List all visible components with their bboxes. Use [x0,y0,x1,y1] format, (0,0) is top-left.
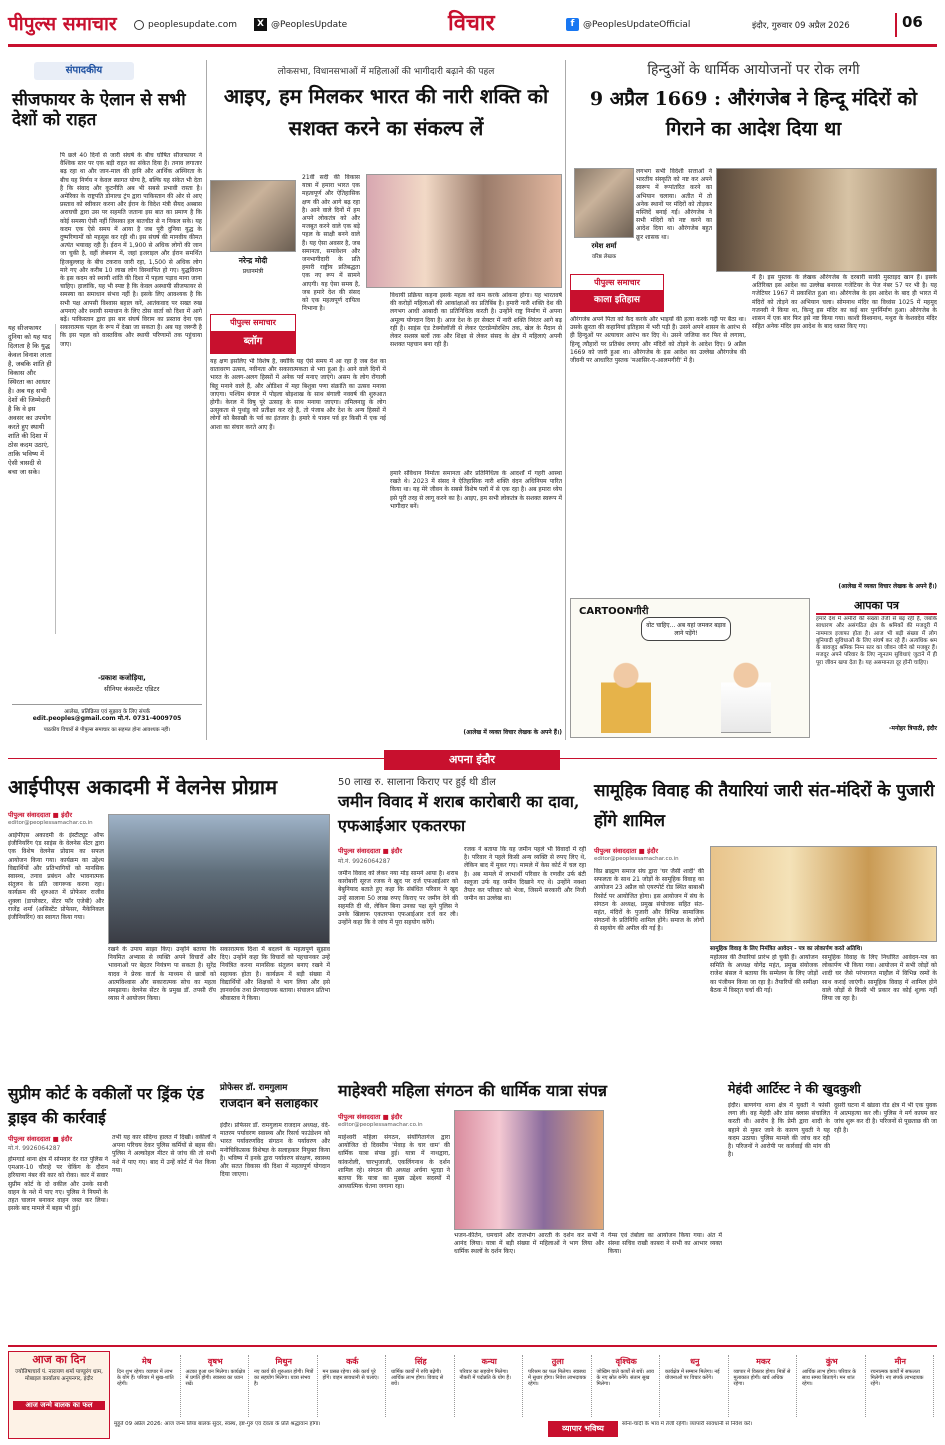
zodiac-sign-box [388,1355,455,1417]
horoscope-today-body: ज्योतिषाचार्य पं. नारायण शर्मा पाण्डुरंग धाम, मोबाइल कार्यालय अनूपनगर, इंदौर [15,1369,103,1382]
column-divider [565,60,566,740]
blog-badge-logo: पीपुल्स समाचार [230,318,276,327]
zodiac-sign-text: जोखिम वाले कार्यों से बचें। आय के नए स्रोत बनेंगे। संतान सुख मिलेगा। [596,1369,654,1387]
zodiac-sign-name: मीन [894,1357,906,1366]
cartoon-figure-1 [601,661,651,733]
s5-body: इंदौर। प्रोफेसर डॉ. रामगुलाम राजदान अध्यक्ष, वंदे-मातरम पर्यावरण स्वास्थ्य और रिसर्च फाउंडेशन को भारत पर्यावरणविद संगठन के पर्यावरण और मनोचिकित्सक विशेषज्ञ के सलाहकार नियुक्त किया है। भविष्य में इनके द्वारा पर्यावरण संरक्षण, स्वास्थ्य और सतत विकास की दिशा में महत्वपूर्ण योगदान दिया जाएगा। [220,1122,330,1179]
blog-badge-label: ब्लॉग [211,331,295,353]
story-mehndi-artist [728,1082,937,1340]
history-author-photo [574,168,634,238]
blog-author: नरेन्द्र मोदी [238,256,268,265]
s6-group-photo [454,1110,604,1230]
s1-body: आईपीएस अकादमी के इंस्टीट्यूट ऑफ इंजीनियरिंग एंड साइंस के वेलनेस सेंटर द्वारा एक विशेष वेलनेस प्रोग्राम का सफल आयोजन किया गया। कार्यक्रम का उद्देश्य विद्यार्थियों और प्रतिभागियों को मानसिक स्वास्थ्य, तनाव प्रबंधन और भावनात्मक संतुलन के प्रति जागरूक करना रहा। कार्यक्रम की शुरुआत में प्रोफेसर राजीव शुक्ला (डायरेक्टर, सेंटर फॉर एजेबी) और राजेंद्र शर्मा (असिस्टेंट प्रोफेसर, मैकेनिकल इंजीनियरिंग) का स्वागत किया गया। [8,832,104,922]
letters-author: -मनोहर त्रिपाठी, इंदौर [888,725,937,732]
s4-byline: पीपुल्स संवाददाता ■ इंदौर [8,1135,73,1143]
masthead-section: विचार [448,10,495,36]
zodiac-sign-box [457,1355,524,1417]
column-divider [206,60,207,740]
zodiac-sign-box [183,1355,250,1417]
story-land-dispute [338,774,586,1074]
zodiac-sign-name: मिथुन [275,1357,292,1366]
blog-author-role: प्रधानमंत्री [242,268,264,275]
editorial [8,56,206,741]
masthead [0,0,945,52]
zodiac-sign-name: मेष [142,1357,152,1366]
s4-headline: सुप्रीम कोर्ट के वकीलों पर ड्रिंक एंड ड्राइव की कार्रवाई [8,1084,204,1127]
s3-email[interactable]: editor@peoplessamachar.co.in [594,856,679,862]
masthead-logo: पीपुल्स समाचार [8,13,117,35]
history-article [570,56,937,741]
s4-body-2: तभी यह कार संदिग्ध हालत में दिखी। वकीलों ने अपना परिचय देकर पुलिस कर्मियों से बहस की। पुलिस ने अल्कोहल मीटर से जांच की तो सभी नशे में पाए गए। बाद में उन्हें कोर्ट में पेश किया गया। [112,1134,216,1174]
zodiac-sign-name: कर्क [346,1357,359,1366]
s4-phone: मो.नं. 9926064287 [8,1145,61,1152]
editorial-headline: सीजफायर के ऐलान से सभी देशों को राहत [12,90,186,131]
zodiac-sign-text: दिन शुभ रहेगा। व्यापार में लाभ के योग हैं। परिवार में सुख-शांति रहेगी। [117,1369,174,1387]
horoscope-child-title: आज जन्मे बालक का फल [13,1401,105,1410]
s2-kicker: 50 लाख रु. सालाना किराए पर हुई थी डील [338,777,496,788]
editorial-email[interactable]: edit.peoples@gmail.com मो.नं. 0731-4009705 [32,715,182,722]
masthead-page-number: 06 [895,13,929,37]
zodiac-sign-box [114,1355,181,1417]
masthead-dateline: इंदौर, गुरुवार 09 अप्रैल 2026 [752,21,850,31]
letters-title: आपका पत्र [816,598,937,615]
masthead-site-link[interactable]: peoplesupdate.com [148,20,237,30]
masthead-fb-link[interactable]: @PeoplesUpdateOfficial [583,20,691,30]
s3-body: विप्र ब्राह्मण समाज संघ द्वारा 'घर जैसी शादी' की सफलता के साथ 21 जोड़ों के सामूहिक विवाह का आयोजन 23 अप्रैल को एयरपोर्ट रोड स्थित बाबाश्री रिसोर्ट पर आयोजित होगा। इस आयोजन में संघ के संगठन के अध्यक्ष, प्रमुख संयोजक सहित संत-महंत, मंदिरों के पुजारी और विभिन्न सामाजिक संगठनों के प्रतिनिधि शामिल होंगे। समाज के लोगों से सहयोग की अपील की गई है। [594,868,704,933]
history-body-3: में है। इस पुस्तक के लेखक औरंगजेब के दरबारी साकी मुस्ताइद खान हैं। इसके अतिरिक्त इस आदेश का उल्लेख बनारस गजेटियर के पेज नंबर 57 पर भी है। यह गजेटियर 1967 में प्रकाशित हुआ था। औरंगजेब के इस आदेश के बाद ही भारत में मंदिरों को तोड़ने का अभियान चला। सोमनाथ मंदिर का विध्वंस 1025 में महमूद गजनवी ने किया था, किन्तु इस मंदिर का कई बार पुनर्निर्माण हुआ। औरंगजेब के शासन में एक बार फिर इसे नष्ट किया गया। काशी विश्वनाथ, मथुरा के केशवदेव मंदिर सहित अनेक मंदिर इस आदेश के बाद ध्वस्त किए गए। [752,274,937,331]
story-ips-academy [8,774,330,1003]
s2-phone: मो.नं. 9926064287 [338,858,391,865]
s2-body: जमीन विवाद को लेकर नया मोड़ सामने आया है। शराब कारोबारी सूरज रजक ने खुद पर दर्ज एफआईआर को बेबुनियाद बताते हुए कहा कि संबंधित परिवार ने खुद उन्हें सालाना 50 लाख रुपए किराए पर जमीन देने की सहमति दी थी, लेकिन बिना उनका पक्ष सुने पुलिस ने उनके खिलाफ एकतरफा एफआईआर दर्ज कर ली। उन्होंने कहा कि वे जांच में पूरा सहयोग करेंगे। [338,870,458,927]
s1-body-2: रखने के उपाय साझा किए। उन्होंने बताया कि नियमित अभ्यास से व्यक्ति अपने विचारों और भावनाओं पर बेहतर नियंत्रण पा सकता है। सुरेंद्र यादव ने प्रेरक वार्ता के माध्यम से छात्रों को आत्मविश्वास और सकारात्मक सोच का महत्व समझाया। वेलनेस सेंटर के प्रमुख डॉ. तपसी रॉय व्यास ने आयोजन किया। [108,946,216,1003]
history-author: रमेश शर्मा [591,242,617,250]
history-badge-label: काला इतिहास [571,290,663,311]
history-illustration [716,168,937,272]
s6-body: माहेश्वरी महिला संगठन, संयोगितागंज द्वारा आयोजित दो दिवसीय 'मेवाड़ के चार धाम' की धार्मिक यात्रा संपन्न हुई। यात्रा में नाथद्वारा, कांकरोली, चारभुजाजी, एकलिंगनाथ के दर्शन शामिल रहे। संगठन की अध्यक्ष अर्चना भूतड़ा ने बताया कि यात्रा का मुख्य उद्देश्य सदस्यों में आध्यात्मिक चेतना जगाना रहा। [338,1134,450,1191]
editorial-contact: आलेख, प्रतिक्रिया एवं सुझाव के लिए संपर्क [12,704,202,715]
editorial-author: -प्रकाश कजोड़िया, [98,674,146,682]
zodiac-sign-text: अटका हुआ धन मिलेगा। कार्यक्षेत्र में प्रगति होगी। स्वास्थ्य का ध्यान रखें। [185,1369,246,1387]
cartoon-box [570,598,810,738]
horoscope-business-body: सोना-चांदी के भाव में तेजी रहेगी। व्यापारी सावधानी से निवेश करें। [622,1421,753,1427]
blog-headline: आइए, हम मिलकर भारत की नारी शक्ति को सशक्त करने का संकल्प लें [223,84,549,140]
zodiac-sign-name: धनु [690,1357,700,1366]
zodiac-sign-name: वृश्चिक [615,1357,637,1366]
zodiac-sign-name: वृषभ [207,1357,223,1366]
zodiac-sign-box [731,1355,798,1417]
s5-kicker: प्रोफेसर डॉ. रामगुलाम [220,1083,288,1093]
s3-byline: पीपुल्स संवाददाता ■ इंदौर [594,847,659,855]
blog-group-photo [366,174,562,288]
editorial-tag: संपादकीय [34,62,134,80]
s2-byline: पीपुल्स संवाददाता ■ इंदौर [338,847,403,855]
history-note: (आलेख में व्यक्त विचार लेखक के अपने हैं।) [838,583,937,590]
s1-email[interactable]: editor@peoplessamachar.co.in [8,820,93,826]
zodiac-sign-text: व्यापार में विस्तार होगा। मित्रों से मुलाकात होगी। खर्च अधिक रहेगा। [733,1369,791,1387]
zodiac-sign-box [799,1355,866,1417]
letters-body: हमारे देश में अमीरों की संख्या तेजी से बढ़ रही है, जबकि साधारण और असंगठित क्षेत्र के श्रमिकों की मजदूरी में नाममात्र इजाफा होता है। आज भी बड़ी संख्या में लोग बुनियादी सुविधाओं के लिए संघर्ष कर रहे हैं। अत्यधिक श्रम के बावजूद श्रमिक निम्न स्तर का जीवन जीने को मजबूर हैं। मजदूर अपने परिवार के लिए न्यूनतम सुविधाएं जुटाने में ही पूरा जीवन खपा देता है। यह असमानता दूर होनी चाहिए। [816,616,937,666]
s2-body-2: रजक ने बताया कि यह जमीन पहले भी विवादों में रही है। परिवार ने पहले किसी अन्य व्यक्ति से रुपए लिए थे, लेकिन बाद में मुकर गए। मामले में केस कोर्ट में चल रहा है। अब मामले में लाभार्थी परिवार के रणवीर उर्फ बंटी सलूजा उर्फ यह जमीन दिखाने गए थे। उन्होंने नक्शा तैयार कर परिवार को भेजा, जिसमें सरकारी और निजी जमीन का उल्लेख था। [464,846,586,903]
blog-body-1: 21वीं सदी की विकास यात्रा में हमारा भारत एक महत्वपूर्ण और ऐतिहासिक क्षण की ओर आगे बढ़ रहा है। आने वाले दिनों में हम अपने लोकतंत्र को और मजबूत करने वाले एक बड़े पहल के साक्षी बनने वाले हैं। यह ऐसा अवसर है, जब समानता, समावेशन और जनभागीदारी के प्रति हमारी राष्ट्रीय प्रतिबद्धता एक नए रूप में सामने आएगी। यह ऐसा समय है, जब हमारे देश की संसद को एक महत्वपूर्ण दायित्व निभाना है। [302,174,360,313]
history-body-1: लगभग सभी विदेशी सत्ताओं ने भारतीय संस्कृति को नष्ट कर अपने स्वरूप में रूपांतरित करने का अभियान चलाया। अतीत में तो अनेक स्थानों पर मंदिरों को तोड़कर मस्जिदें बनाई गईं। औरंगजेब ने सभी मंदिरों को नष्ट करने का आदेश दिया था। औरंगजेब बहुत क्रूर शासक था। [636,168,712,241]
s3-body-2: महोत्सव की तैयारियां प्रारंभ हो चुकी हैं। आयोजन समिति के अध्यक्ष योगेंद्र महंत, प्रमुख संयोजक राजेश बंसल ने बताया कि सम्मेलन के लिए जोड़ों का पंजीयन किया जा रहा है। तैयारियों की समीक्षा बैठक में विस्तृत चर्चा की गई। [710,954,818,994]
s7-body: इंदौर। बाणगंगा थाना क्षेत्र में युवती ने फांसी लगा ली। वह मेहंदी और डांस क्लास संचालित करती थी। आरोप है कि प्रेमी द्वारा शादी के बहाने से मुकर जाने के कारण युवती ने यह कदम उठाया। पुलिस मामले की जांच कर रही है। परिजनों ने आरोपी पर कार्रवाई की मांग की है। [728,1102,830,1159]
s1-body-3: सकारात्मक दिशा में बदलने के महत्वपूर्ण सुझाव दिए। उन्होंने कहा कि विचारों को पहचानकर उन्हें नियंत्रित करना मानसिक संतुलन बनाए रखने में सहायक होता है। कार्यक्रम में बड़ी संख्या में विद्यार्थियों और शिक्षकों ने भाग लिया और इसे ज्ञानवर्धक तथा प्रेरणादायक बताया। संचालन प्रतिभा श्रीवास्तव ने किया। [220,946,330,1003]
editorial-disclaimer: पाठकीय विचारों से पीपुल्स समाचार का सहमत होना आवश्यक नहीं। [43,727,171,733]
blog-body-4: हमारे संविधान निर्माता समानता और प्रतिनिधित्व के आदर्शों में गहरी आस्था रखते थे। 2023 में संसद ने ऐतिहासिक नारी शक्ति वंदन अधिनियम पारित किया था। यह मेरे जीवन के सबसे विशेष पलों में से एक रहा है। अब हमारा ध्येय इसे पूरी तरह से लागू करने का है। आइए, हम सभी लोकतंत्र के सशक्त स्वरूप में भागीदार बनें। [390,470,562,510]
letters-box [816,598,937,738]
zodiac-sign-name: तुला [551,1357,564,1366]
blog-author-photo [210,180,296,252]
s6-byline: पीपुल्स संवाददाता ■ इंदौर [338,1113,403,1121]
story-religious-trip [338,1082,722,1340]
zodiac-sign-text: नए कार्य की शुरुआत होगी। मित्रों का सहयोग मिलेगा। यात्रा संभव है। [254,1369,314,1387]
horoscope-today-box [8,1351,110,1439]
zodiac-sign-text: धार्मिक कार्यों में रुचि बढ़ेगी। आर्थिक लाभ होगा। विवाद से बचें। [391,1369,444,1387]
zodiac-sign-text: कार्यक्षेत्र में सम्मान मिलेगा। नई योजनाओं पर विचार करेंगे। [665,1369,720,1381]
s1-group-photo [108,814,330,944]
globe-icon [134,20,144,30]
s6-body-3: गेम्स एवं तंबोला का आयोजन किया गया। अंत में संस्था सचिव राखी काबरा ने सभी का आभार व्यक्त किया। [608,1232,722,1256]
masthead-rule [8,44,937,47]
s7-headline: मेहंदी आर्टिस्ट ने की खुदकुशी [728,1081,861,1096]
section-title: अपना इंदौर [384,750,560,770]
s4-body: होमगार्ड थाना क्षेत्र में सोमवार देर रात पुलिस ने एमआर-10 चौराहे पर चेकिंग के दौरान हरियाणा नंबर की कार को रोका। कार में सवार सुप्रीम कोर्ट के दो वकील और उनके साथी वाहन के नशे में पाए गए। पुलिस ने नियमों के तहत चालान बनाकर वाहन जब्त कर लिया। इसके बाद मामले में बहस भी हुई। [8,1156,108,1213]
blog-article [210,56,562,741]
story-advisor [220,1082,330,1340]
horoscope-business-title: व्यापार भविष्य [548,1421,618,1437]
history-headline: 9 अप्रैल 1669 : औरंगजेब ने हिन्दू मंदिरों को गिराने का आदेश दिया था [589,88,918,140]
s6-headline: माहेश्वरी महिला संगठन की धार्मिक यात्रा संपन्न [338,1081,608,1100]
zodiac-sign-name: कन्या [481,1357,497,1366]
editorial-body: पि छले 40 दिनों से जारी संघर्ष के बीच घोषित सीजफायर ने वैश्विक स्तर पर एक बड़ी राहत का संकेत दिया है। तनाव लगातार बढ़ रहा था और जान-माल की हानि और आर्थिक अस्थिरता के बीच यह निर्णय न केवल स्वागत योग्य है, बल्कि यह संकेत भी देता है कि संवाद और कूटनीति अब भी सबसे प्रभावी रास्ता है। अमेरिका के राष्ट्रपति डोनाल्ड ट्रंप द्वारा पाकिस्तान की ओर से आए प्रस्ताव को स्वीकार करना और ईरान के विदेश मंत्री सैयद अब्बास अराघची द्वारा उस पर सहमति जताना इस बात का प्रमाण है कि कोई समस्या ऐसी नहीं जिसका हल बातचीत से न निकल सके। यह कदम एक ऐसे समय में आया है जब पूरी दुनिया युद्ध के दुष्परिणामों को महसूस कर रही थी। इस संघर्ष की मानवीय कीमत अत्यंत भयावह रही है। ईरान में 1,900 से अधिक लोगों की जान जा चुकी है, वहीं लेबनान में, जहां इजराइल और ईरान समर्थित हिजबुल्लाह के बीच टकराव जारी रहा, 1,500 से अधिक लोग मारे गए और करीब 10 लाख लोग विस्थापित हो गए। युद्धविराम के इस कदम को स्थायी शांति की दिशा में पहला पड़ाव माना जाना चाहिए। हालांकि, यह भी स्पष्ट है कि केवल अस्थायी सीजफायर से समस्या का समाधान संभव नहीं है। इसके लिए आवश्यक है कि सभी पक्ष आपसी विश्वास बहाल करें, आतंकवाद पर सख्त रुख अपनाएं और स्थायी समाधान के लिए ठोस वार्ता को दिशा में आगे बढ़ें। पाकिस्तान द्वारा इस बार संघर्ष विराम का प्रस्ताव देना एक सकारात्मक पहल के रूप में देखा जा सकता है। अब यह जरूरी है कि इस पहल को वास्तविक और स्थायी परिणामों तक पहुंचाया जाए। [60,152,202,348]
zodiac-sign-box [868,1355,935,1417]
s1-byline: पीपुल्स संवाददाता ■ इंदौर [8,811,73,819]
history-kicker: हिन्दुओं के धार्मिक आयोजनों पर रोक लगी [647,62,860,78]
blog-kicker: लोकसभा, विधानसभाओं में महिलाओं की भागीदारी बढ़ाने की पहल [277,67,495,77]
zodiac-sign-text: रचनात्मक कार्यों में सफलता मिलेगी। नए संपर्क लाभदायक रहेंगे। [870,1369,924,1387]
cartoon-figure-2 [721,661,771,733]
horoscope-today-title: आज का दिन [32,1353,86,1366]
zodiac-sign-text: आर्थिक लाभ होगा। परिवार के साथ समय बिताएंगे। मन शांत रहेगा। [802,1369,857,1387]
story-mass-wedding [594,774,937,1074]
horoscope-child-body: मुहूर्त 09 अप्रैल 2026: आज जन्म लिया बालक सुंदर, स्वस्थ, इष्ट-गुरु एवं देवता के प्रति श्रद्धावान होगा। [114,1421,321,1427]
history-body-2: औरंगजेब अपने पिता को कैद करके और भाइयों की हत्या करके गद्दी पर बैठा था। उसके क्रूरता की कहानियां इतिहास में भरी पड़ी हैं। उसने अपने शासन के आरंभ से ही हिन्दुओं पर अत्याचार आरंभ कर दिए थे। उसने जजिया कर फिर से लगाया, हिन्दू त्यौहारों पर प्रतिबंध लगाए और मंदिरों को तोड़ने के आदेश दिए। 9 अप्रैल 1669 को जारी हुआ था। औरंगजेब के इस आदेश का उल्लेख औरंगजेब की जीवनी पर आधारित पुस्तक 'मआसिर-ए-आलमगीरी' में है। [570,316,746,365]
zodiac-sign-name: मकर [756,1357,771,1366]
masthead-x-link[interactable]: @PeoplesUpdate [271,20,348,30]
zodiac-sign-box [320,1355,387,1417]
blog-badge [210,314,296,354]
s6-body-2: भजन-कीर्तन, धमचाने और राजभोग आरती के दर्शन कर सभी ने आनंद लिया। यात्रा में बड़ी संख्या में महिलाओं ने भाग लिया और धार्मिक स्थलों के दर्शन किए। [454,1232,604,1256]
cartoon-bubble: वोट चाहिए... अब यहां जमकर बड़ाव लाने पड़ेंगे! [641,617,731,641]
facebook-icon: f [566,18,579,31]
s3-photo [710,846,937,942]
zodiac-sign-text: मन प्रसन्न रहेगा। रुके कार्य पूरे होंगे। वाहन सावधानी से चलाएं। [322,1369,379,1381]
blog-note: (आलेख में व्यक्त विचार लेखक के अपने हैं।) [463,729,562,736]
s7-body-2: दूसरी घटना में खंडवा रोड क्षेत्र में भी एक युवक ने आत्महत्या कर ली। पुलिस ने मर्ग कायम कर जांच शुरू कर दी है। परिजनों से पूछताछ की जा रही है। [834,1102,937,1134]
s1-headline: आईपीएस अकादमी में वेलनेस प्रोग्राम [8,775,278,799]
zodiac-sign-box [251,1355,318,1417]
s6-email[interactable]: editor@peoplessamachar.co.in [338,1122,423,1128]
zodiac-sign-box [594,1355,661,1417]
s3-body-3: सामूहिक विवाह के लिए निर्धारित आवेदन-पत्र का लोकार्पण भी किया गया। आयोजन में सभी जोड़ों को शादी घर जैसे परंपरागत माहौल में विभिन्न रस्मों के साथ कराई जाएंगी। सामूहिक विवाह में शामिल होने वाले जोड़ों से किसी भी प्रकार का कोई शुल्क नहीं लिया जा रहा है। [822,954,937,1003]
s5-headline: राजदान बने सलाहकार [220,1096,318,1110]
s2-headline: जमीन विवाद में शराब कारोबारी का दावा, एफआईआर एकतरफा [338,792,580,835]
zodiac-sign-name: सिंह [414,1357,427,1366]
cartoon-title: CARTOONगीरी [579,606,649,617]
history-author-role: वरिष्ठ लेखक [591,254,617,260]
blog-body-3: विधायी प्रक्रिया कहना इसके महत्व को कम करके आंकना होगा। यह भारतवर्ष की करोड़ों महिलाओं की आकांक्षाओं का प्रतिबिंब है। हमारी नारी शक्ति देश की लगभग आधी आबादी का प्रतिनिधित्व करती है। उन्होंने राष्ट्र निर्माण में अपना अमूल्य योगदान दिया है। आज देश के हर सेक्टर में नारी शक्ति निरंतर आगे बढ़ रही है। साइंस एंड टेक्नोलॉजी से लेकर एंटरप्रेन्योरशिप तक, खेल के मैदान से लेकर सशस्त्र बलों तक और शिक्षा से लेकर संसद के क्षेत्र में महिलाएं अपनी सशक्त पहचान बना रही हैं। [390,292,562,349]
zodiac-sign-text: परिश्रम का फल मिलेगा। स्वास्थ्य में सुधार होगा। निवेश लाभदायक रहेगा। [528,1369,587,1387]
zodiac-sign-text: परिवार का सहयोग मिलेगा। नौकरी में पदोन्नति के योग हैं। [459,1369,511,1381]
zodiac-sign-box [662,1355,729,1417]
zodiac-sign-name: कुंभ [825,1357,838,1366]
editorial-author-role: सीनियर कंसल्टेंट एडिटर [104,685,160,693]
s3-headline: सामूहिक विवाह की तैयारियां जारी संत-मंदिरों के पुजारी होंगे शामिल [594,781,935,831]
zodiac-sign-box [525,1355,592,1417]
story-lawyers [8,1082,216,1340]
x-icon: X [254,18,267,31]
history-badge [570,274,664,312]
blog-body-2: यह क्षण इसलिए भी विशेष है, क्योंकि यह ऐसे समय में आ रहा है जब देश का वातावरण उत्सव, नवीनता और सकारात्मकता से भरा हुआ है। आने वाले दिनों में भारत के अलग-अलग हिस्सों में अनेक पर्व मनाए जाएंगे। असम के लोग रोंगाली बिहू मनाने वाले हैं, और ओडिशा में महा बिशुबा पणा संक्रांति का उत्सव मनाया जाएगा। पश्चिम बंगाल में पोइला बोइशाख के साथ बंगाली नववर्ष की शुरुआत होगी। केरल में विषु पूरे उत्साह के साथ मनाया जाएगा। तमिलनाडु के लोग उत्सुकता से पुथांडु को प्रतीक्षा कर रहे हैं, तो पंजाब और देश के अन्य हिस्सों में लोगों को बैसाखी के पर्व का इंतजार है। हमारे ये पावन पर्व हर किसी में एक नई आशा का संचार करते आए हैं। [210,358,386,431]
editorial-sidebar-quote: यह सीजफायर दुनिया को यह याद दिलाता है कि युद्ध केवल विनाश लाता है, जबकि शांति ही विकास और स्थिरता का आधार है। अब यह सभी देशों की जिम्मेदारी है कि वे इस अवसर का उपयोग करते हुए स्थायी शांति की दिशा में ठोस कदम उठाएं, ताकि भविष्य में ऐसी त्रासदी से बचा जा सके। [8,324,56,634]
s3-caption: सामूहिक विवाह के लिए निमंत्रित आवेदन - पत्र का लोकार्पण करते अतिथि। [710,946,863,952]
history-badge-logo: पीपुल्स समाचार [594,278,640,287]
